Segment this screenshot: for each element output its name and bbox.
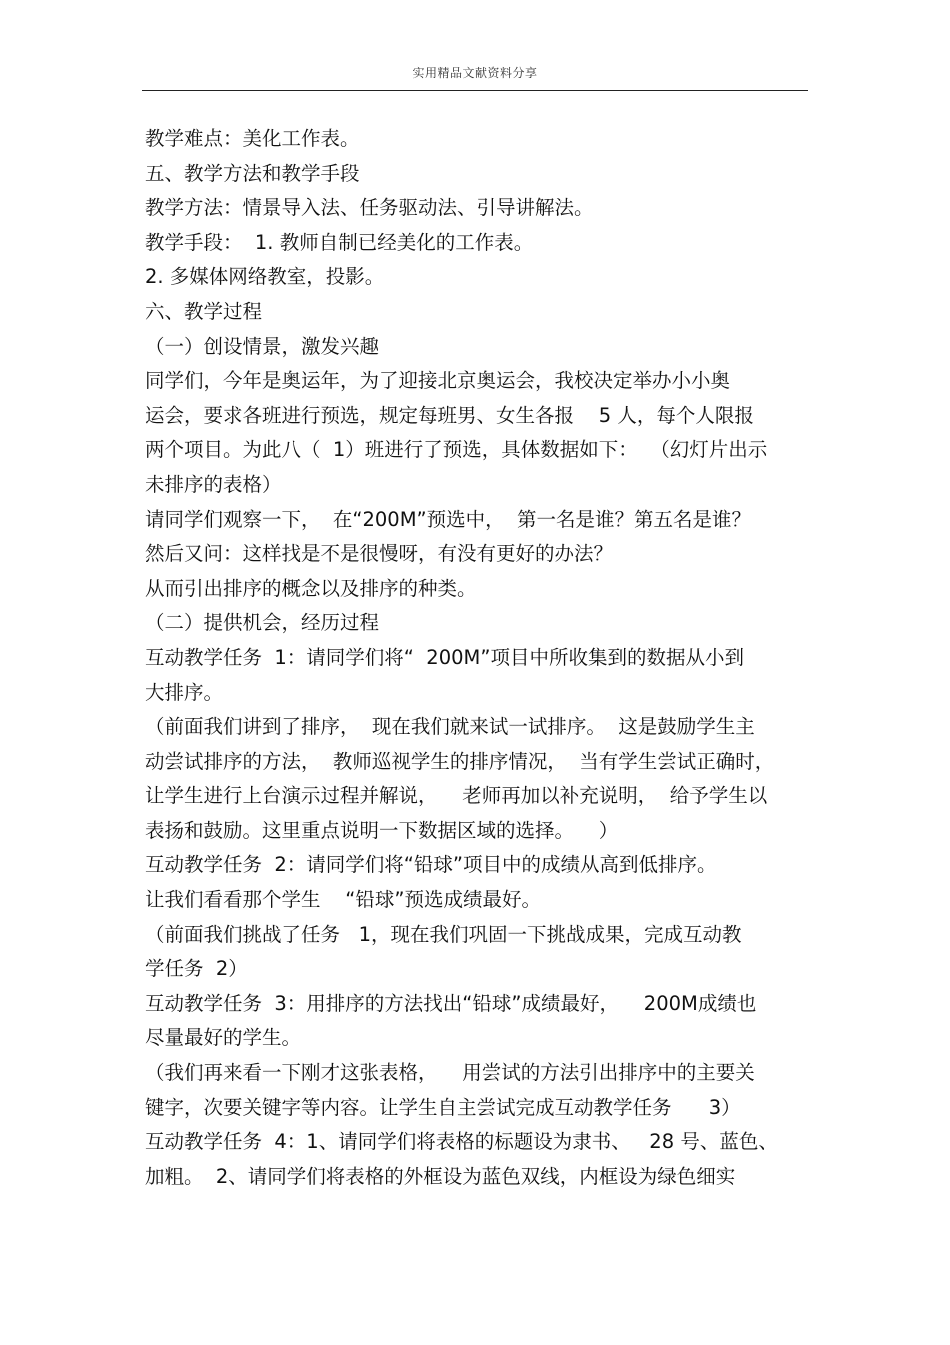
text-line: 互动教学任务 3：用排序的方法找出“铅球”成绩最好， 200M成绩也 [145, 991, 757, 1015]
text-line: 然后又问：这样找是不是很慢呀，有没有更好的办法？ [145, 542, 614, 566]
text-line: 动尝试排序的方法， 教师巡视学生的排序情况， 当有学生尝试正确时， [145, 749, 775, 773]
text-line: 教学方法：情景导入法、任务驱动法、引导讲解法。 [145, 196, 594, 220]
subsection-heading: （二）提供机会，经历过程 [145, 611, 380, 635]
text-line: 大排序。 [145, 680, 224, 704]
text-line: 从而引出排序的概念以及排序的种类。 [145, 576, 477, 600]
text-line: 教学手段： 1. 教师自制已经美化的工作表。 [145, 230, 534, 254]
text-line: 同学们，今年是奥运年，为了迎接北京奥运会，我校决定举办小小奥 [145, 369, 731, 393]
text-line: 让学生进行上台演示过程并解说， 老师再加以补充说明， 给予学生以 [145, 784, 768, 808]
text-line: 请同学们观察一下， 在“200M”预选中， 第一名是谁？第五名是谁？ [145, 507, 752, 531]
text-line: 学任务 2） [145, 957, 248, 981]
text-line: 2. 多媒体网络教室，投影。 [145, 265, 385, 289]
text-line: 尽量最好的学生。 [145, 1026, 302, 1050]
page-header: 实用精品文献资料分享 [412, 66, 538, 80]
text-line: 未排序的表格） [145, 472, 282, 496]
section-heading: 五、教学方法和教学手段 [145, 161, 360, 185]
text-line: 互动教学任务 2：请同学们将“铅球”项目中的成绩从高到低排序。 [145, 853, 717, 877]
text-line: 表扬和鼓励。这里重点说明一下数据区域的选择。 ） [145, 818, 619, 842]
text-line: 互动教学任务 1：请同学们将“ 200M”项目中所收集到的数据从小到 [145, 645, 744, 669]
text-line: 加粗。 2、请同学们将表格的外框设为蓝色双线，内框设为绿色细实 [145, 1164, 736, 1188]
text-line: （前面我们挑战了任务 1，现在我们巩固一下挑战成果，完成互动教 [145, 922, 742, 946]
text-line: （我们再来看一下刚才这张表格， 用尝试的方法引出排序中的主要关 [145, 1061, 755, 1085]
section-heading: 六、教学过程 [145, 299, 263, 323]
text-line: 两个项目。为此八（ 1）班进行了预选，具体数据如下： （幻灯片出示 [145, 438, 768, 462]
text-line: （前面我们讲到了排序， 现在我们就来试一试排序。 这是鼓励学生主 [145, 715, 755, 739]
header-divider [142, 90, 808, 91]
text-line: 互动教学任务 4：1、请同学们将表格的标题设为隶书、 28 号、蓝色、 [145, 1130, 778, 1154]
document-body [145, 122, 815, 1194]
text-line: 运会，要求各班进行预选，规定每班男、女生各报 5 人，每个人限报 [145, 403, 754, 427]
subsection-heading: （一）创设情景，激发兴趣 [145, 334, 380, 358]
text-line: 教学难点：美化工作表。 [145, 127, 360, 150]
text-line: 键字，次要关键字等内容。让学生自主尝试完成互动教学任务 3） [145, 1095, 741, 1119]
text-line: 让我们看看那个学生 “铅球”预选成绩最好。 [145, 888, 541, 912]
